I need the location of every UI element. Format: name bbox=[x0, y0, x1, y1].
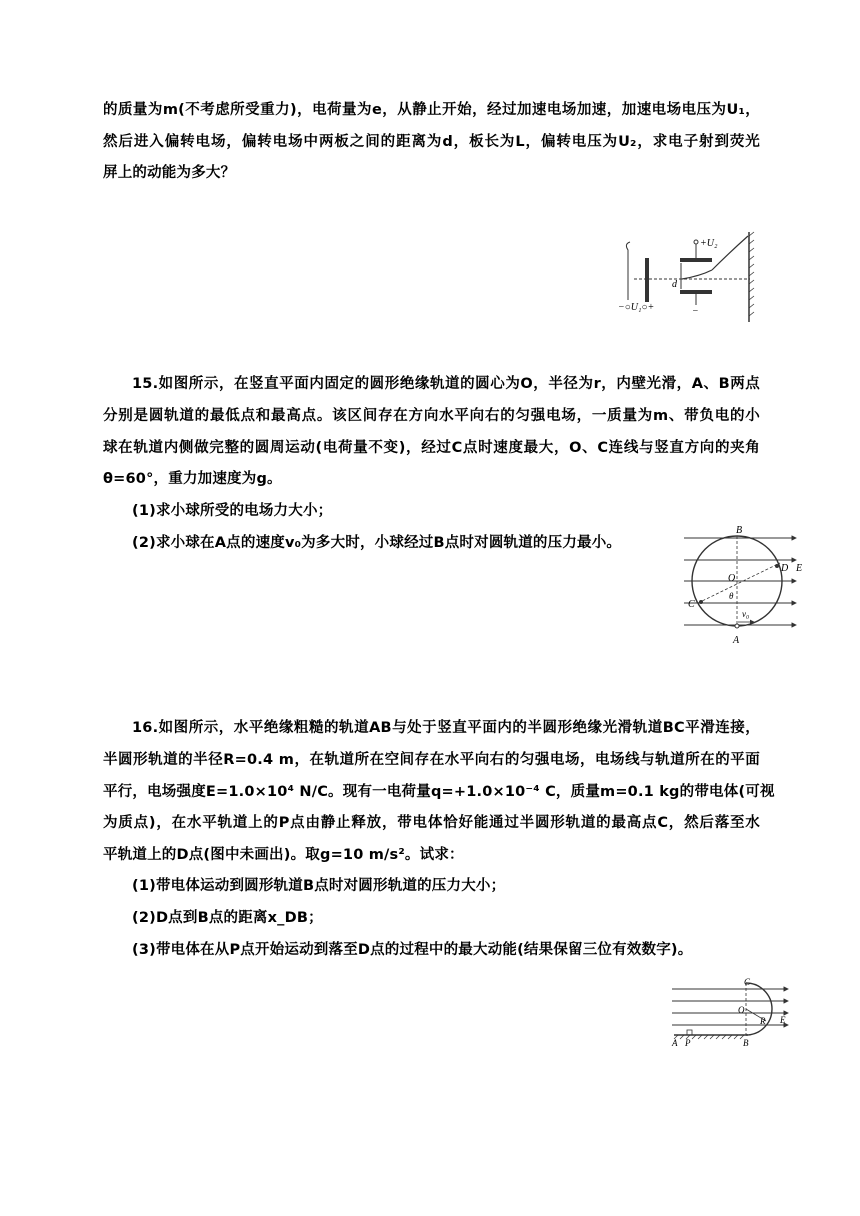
q14-label-d: d bbox=[672, 279, 677, 290]
q16-subq-3: (3)带电体在从P点开始运动到落至D点的过程中的最大动能(结果保留三位有效数字)。 bbox=[132, 942, 693, 958]
q15-label-e: E bbox=[796, 563, 803, 574]
q15-line-2: 分别是圆轨道的最低点和最高点。该区间存在方向水平向右的匀强电场，一质量为m、带负电的小 bbox=[103, 408, 760, 424]
q15-line-4: θ=60°，重力加速度为g。 bbox=[103, 471, 282, 487]
q16-label-r: R bbox=[760, 1016, 766, 1026]
q16-label-e: E bbox=[780, 1015, 786, 1025]
q15-label-b: B bbox=[736, 525, 743, 536]
q16-line-4: 为质点)，在水平轨道上的P点由静止释放，带电体恰好能通过半圆形轨道的最高点C，然后落至水 bbox=[103, 815, 760, 831]
q16-label-a: A bbox=[672, 1038, 678, 1048]
q14-line-3: 屏上的动能为多大？ bbox=[103, 165, 236, 181]
q16-line-5: 平轨道上的D点(图中未画出)。取g=10 m/s²。试求： bbox=[103, 847, 464, 863]
q16-subq-2: (2)D点到B点的距离x_DB； bbox=[132, 910, 323, 926]
q15-label-o: O bbox=[728, 573, 736, 584]
q15-line-3: 球在轨道内侧做完整的圆周运动(电荷量不变)，经过C点时速度最大，O、C连线与竖直方向的夹角 bbox=[103, 440, 760, 456]
q14-deflection-figure bbox=[612, 230, 762, 325]
q16-label-b: B bbox=[743, 1038, 749, 1048]
q14-label-minus: − bbox=[692, 306, 699, 317]
q16-subq-1: (1)带电体运动到圆形轨道B点时对圆形轨道的压力大小； bbox=[132, 878, 506, 894]
q14-line-1: 的质量为m(不考虑所受重力)，电荷量为e，从静止开始，经过加速电场加速，加速电场电压为U₁， bbox=[103, 102, 760, 118]
q15-subq-1: (1)求小球所受的电场力大小； bbox=[132, 503, 333, 519]
q15-label-d: D bbox=[781, 563, 789, 574]
q14-line-2: 然后进入偏转电场，偏转电场中两板之间的距离为d，板长为L，偏转电压为U₂，求电子射到荧光 bbox=[103, 134, 760, 150]
q14-label-u1: −○U₁○+ bbox=[618, 302, 655, 313]
q15-circular-track-figure bbox=[680, 523, 810, 651]
q16-label-c: C bbox=[744, 977, 751, 987]
q15-label-a: A bbox=[733, 635, 740, 646]
q16-label-p: P bbox=[685, 1038, 691, 1048]
q14-label-u2: +U₂ bbox=[700, 238, 718, 249]
q16-line-1: 16.如图所示，水平绝缘粗糙的轨道AB与处于竖直平面内的半圆形绝缘光滑轨道BC平滑连接， bbox=[132, 720, 760, 736]
q16-semicircle-track-figure bbox=[668, 975, 798, 1050]
q15-line-1: 15.如图所示，在竖直平面内固定的圆形绝缘轨道的圆心为O，半径为r，内壁光滑，A、B两点 bbox=[132, 376, 760, 392]
q15-label-v0: v₀ bbox=[742, 609, 750, 619]
q15-label-theta: θ bbox=[729, 591, 734, 601]
q15-subq-2: (2)求小球在A点的速度v₀为多大时，小球经过B点时对圆轨道的压力最小。 bbox=[132, 535, 622, 551]
q15-label-c: C bbox=[688, 599, 695, 610]
q16-line-3: 平行，电场强度E=1.0×10⁴ N/C。现有一电荷量q=+1.0×10⁻⁴ C，质量m=0.1 kg的带电体(可视 bbox=[103, 784, 775, 800]
q16-line-2: 半圆形轨道的半径R=0.4 m，在轨道所在空间存在水平向右的匀强电场，电场线与轨道所在的平面 bbox=[103, 752, 760, 768]
q16-label-o: O bbox=[738, 1005, 745, 1015]
